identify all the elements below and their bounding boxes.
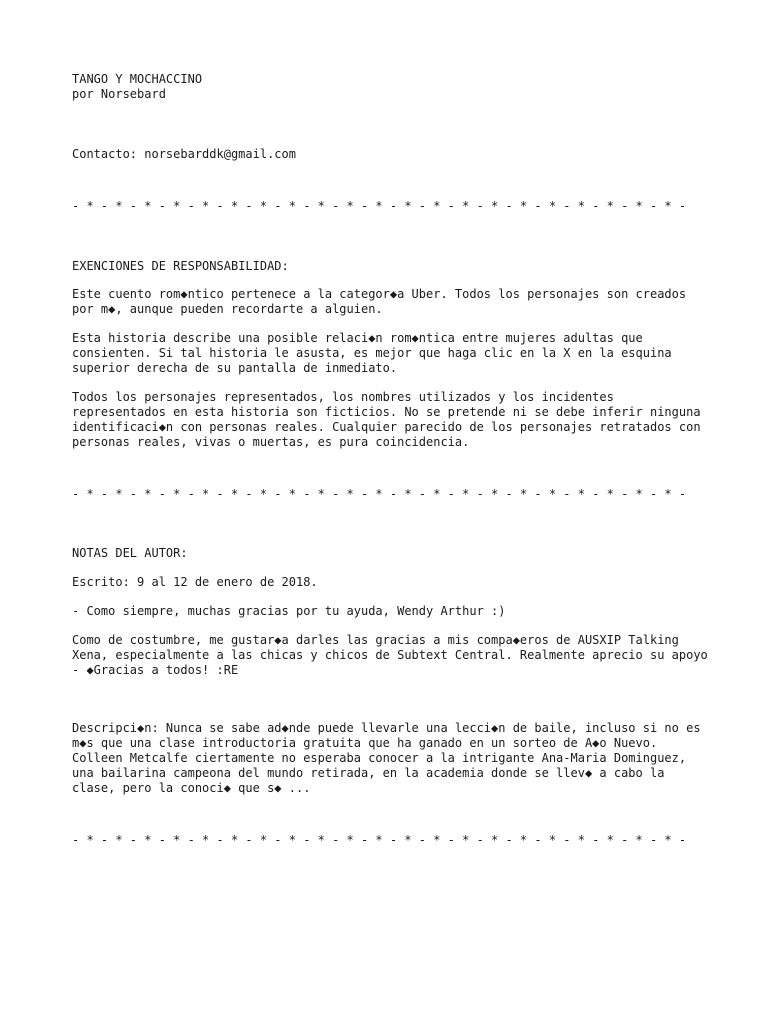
disclaimers-heading: EXENCIONES DE RESPONSABILIDAD: (72, 259, 289, 273)
notes-heading: NOTAS DEL AUTOR: (72, 546, 188, 560)
story-title: TANGO Y MOCHACCINO (72, 72, 203, 86)
document-page (72, 72, 715, 848)
notes-paragraph-3: Como de costumbre, me gustar◆a darles las gracias a mis compa◆eros de AUSXIP Talking Xena, especialmente a las chicas y chicos de Subtext Central. Realmente aprecio su apoyo - ◆Gracias a todos! :RE (72, 633, 715, 677)
disclaimer-paragraph-3: Todos los personajes representados, los nombres utilizados y los incidentes representados en esta historia son ficticios. No se pretende ni se debe inferir ninguna identificaci◆n con personas reales. Cualquier parecido de los personajes retratados con personas reales, vivas o muertas, es pura coincidencia. (72, 390, 708, 449)
separator-1: - * - * - * - * - * - * - * - * - * - * - * - * - * - * - * - * - * - * - * - * - * - (72, 199, 687, 213)
disclaimer-paragraph-2: Esta historia describe una posible relaci◆n rom◆ntica entre mujeres adultas que consienten. Si tal historia le asusta, es mejor que haga clic en la X en la esquina superior derecha de su pantalla de inmediato. (72, 331, 679, 375)
author-line: por Norsebard (72, 87, 166, 101)
description-paragraph: Descripci◆n: Nunca se sabe ad◆nde puede llevarle una lecci◆n de baile, incluso si no es m◆s que una clase introductoria gratuita que ha ganado en un sorteo de A◆o Nuevo. Colleen Metcalfe ciertamente no esperaba conocer a la intrigante Ana-Maria Dominguez, una bailarina campeona del mundo retirada, en la academia donde se llev◆ a cabo la clase, pero la conoci◆ que s◆ ... (72, 721, 708, 795)
notes-paragraph-2: - Como siempre, muchas gracias por tu ayuda, Wendy Arthur :) (72, 604, 506, 618)
separator-2: - * - * - * - * - * - * - * - * - * - * - * - * - * - * - * - * - * - * - * - * - * - (72, 487, 687, 501)
contact-line: Contacto: norsebarddk@gmail.com (72, 147, 296, 161)
separator-3: - * - * - * - * - * - * - * - * - * - * - * - * - * - * - * - * - * - * - * - * - * - (72, 833, 687, 847)
notes-paragraph-1: Escrito: 9 al 12 de enero de 2018. (72, 575, 318, 589)
disclaimer-paragraph-1: Este cuento rom◆ntico pertenece a la categor◆a Uber. Todos los personajes son creados por m◆, aunque pueden recordarte a alguien. (72, 287, 694, 316)
